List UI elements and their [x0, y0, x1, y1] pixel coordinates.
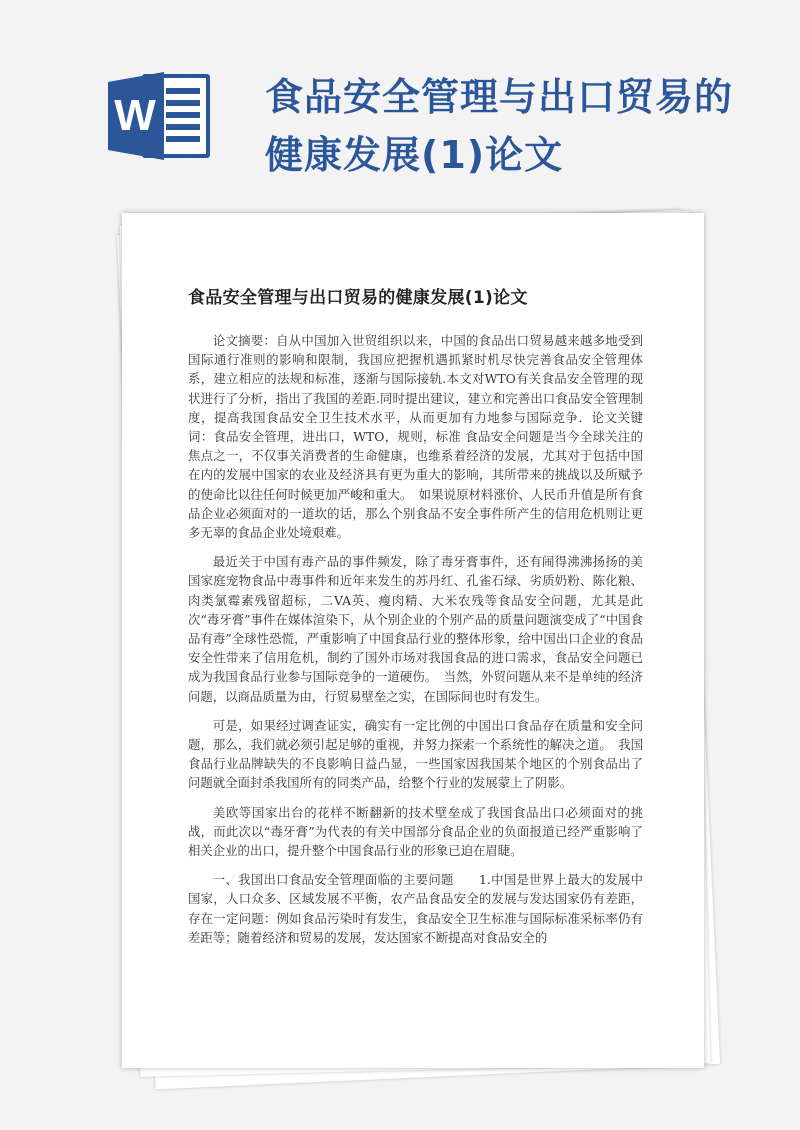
banner-title: 食品安全管理与出口贸易的健康发展(1)论文	[265, 75, 734, 177]
paragraph-technical-barriers: 美欧等国家出台的花样不断翻新的技术壁垒成了我国食品出口必须面对的挑战，而此次以“毒牙膏”为代表的有关中国部分食品企业的负面报道已经严重影响了相关企业的出口，提升整个中国食品行业的形象已迫在眉睫。	[188, 804, 643, 859]
document-title: 食品安全管理与出口贸易的健康发展(1)论文	[188, 288, 528, 308]
paragraph-investigation: 可是，如果经过调查证实，确实有一定比例的中国出口食品存在质量和安全问题，那么，我们就必须引起足够的重视，并努力探索一个系统性的解决之道。 我国食品行业品牌缺失的不良影响日益凸显，一些国家因我国某个地区的个别食品出了问题就全面封杀我国所有的同类产品，给整个行业的发展蒙上了阴影。	[188, 717, 643, 791]
paragraph-abstract: 论文摘要：自从中国加入世贸组织以来，中国的食品出口贸易越来越多地受到国际通行准则的影响和限制，我国应把握机遇抓紧时机尽快完善食品安全管理体系，建立相应的法规和标准，逐渐与国际接轨.本文对WTO有关食品安全管理的现状进行了分析，指出了我国的差距.同时提出建议，建立和完善出口食品安全管理制度，提高我国食品安全卫生技术水平，从而更加有力地参与国际竞争．论文关键词：食品安全管理，进出口，WTO，规则，标准 食品安全问题是当今全球关注的焦点之一，不仅事关消费者的生命健康，也维系着经济的发展，尤其对于包括中国在内的发展中国家的农业及经济具有更为重大的影响，其所带来的挑战以及所赋予的使命比以往任何时候更加严峻和重大。 如果说原材料涨价、人民币升值是所有食品企业必须面对的一道坎的话，那么个别食品不安全事件所产生的信用危机则让更多无辜的食品企业处境艰难。	[188, 333, 643, 541]
document-body	[188, 331, 643, 957]
document-page[interactable]	[122, 213, 704, 1068]
word-icon-letter: W	[114, 91, 156, 140]
paragraph-toxic-products: 最近关于中国有毒产品的事件频发，除了毒牙膏事件，还有闹得沸沸扬扬的美国家庭宠物食品中毒事件和近年来发生的苏丹红、孔雀石绿、劣质奶粉、陈化粮、肉类氯霉素残留超标，二VA英、瘦肉精、大米农残等食品安全问题，尤其是此次“毒牙膏”事件在媒体渲染下，从个别企业的个别产品的质量问题演变成了“中国食品有毒”全球性恐慌，严重影响了中国食品行业的整体形象，给中国出口企业的食品安全性带来了信用危机，制约了国外市场对我国食品的进口需求，食品安全问题已成为我国食品行业参与国际竞争的一道硬伤。 当然，外贸问题从来不是单纯的经济问题，以商品质量为由，行贸易壁垒之实，在国际间也时有发生。	[188, 554, 643, 704]
word-document-icon	[108, 70, 212, 162]
paragraph-main-problems: 一、我国出口食品安全管理面临的主要问题 1.中国是世界上最大的发展中国家，人口众多、区域发展不平衡，农产品食品安全的发展与发达国家仍有差距，存在一定问题：例如食品污染时有发生，食品安全卫生标准与国际标准采标率仍有差距等；随着经济和贸易的发展，发达国家不断提高对食品安全的	[188, 872, 643, 945]
